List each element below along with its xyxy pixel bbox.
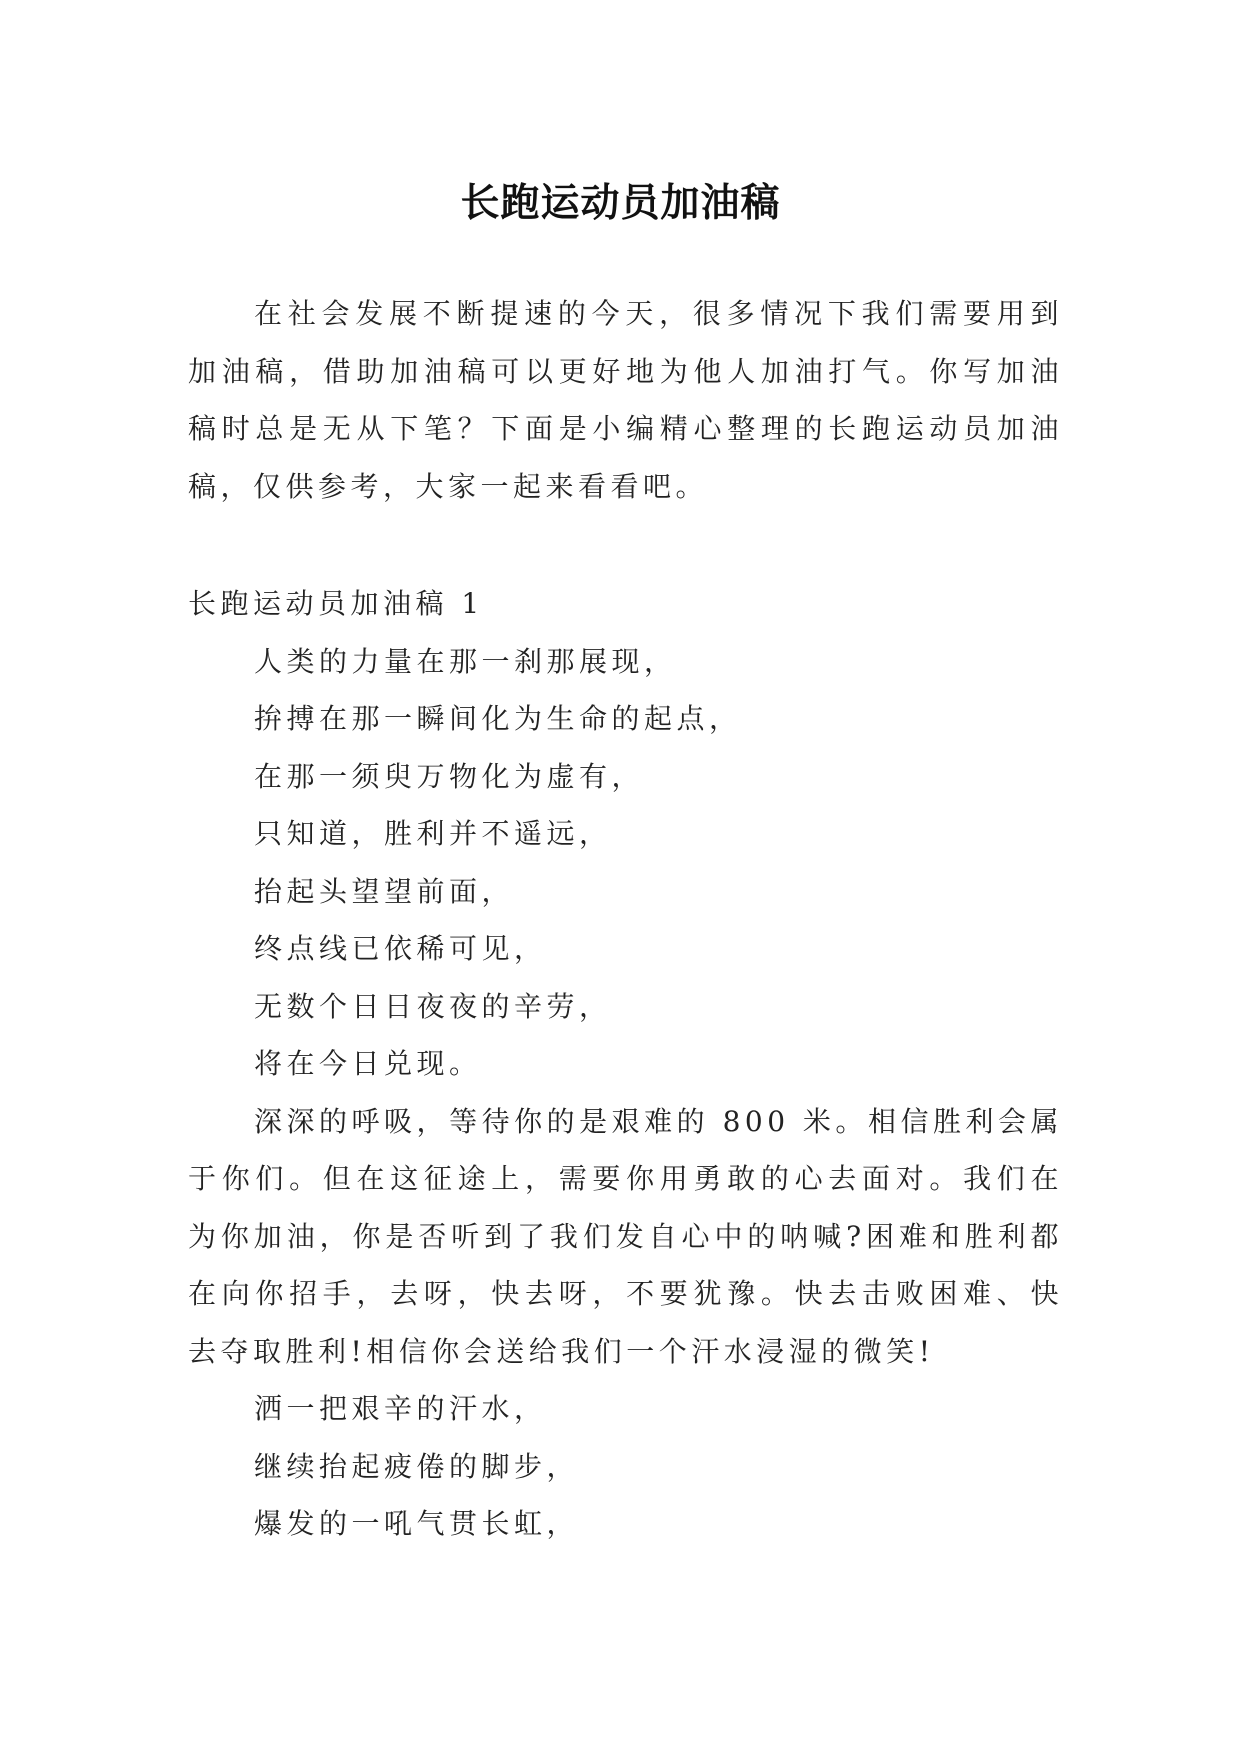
poem-line: 继续抬起疲倦的脚步， <box>254 1449 580 1483</box>
poem-line: 只知道，胜利并不遥远， <box>254 817 612 850</box>
poem-line: 爆发的一吼气贯长虹， <box>254 1507 580 1540</box>
poem-line: 将在今日兑现。 <box>254 1047 482 1080</box>
section-1 <box>188 575 1063 1553</box>
poem-line: 抬起头望望前面， <box>254 874 515 908</box>
intro-paragraph: 在社会发展不断提速的今天，很多情况下我们需要用到加油稿，借助加油稿可以更好地为他人加油打气。你写加油稿时总是无从下笔？下面是小编精心整理的长跑运动员加油稿，仅供参考，大家一起来看看吧。 <box>188 297 1063 503</box>
section-heading: 长跑运动员加油稿 1 <box>188 587 484 620</box>
poem-line: 无数个日日夜夜的辛劳， <box>254 989 612 1023</box>
poem-line: 洒一把艰辛的汗水， <box>254 1392 547 1425</box>
poem-line: 拚搏在那一瞬间化为生命的起点， <box>254 702 742 735</box>
intro-block <box>188 285 1063 515</box>
poem-line: 在那一须臾万物化为虚有， <box>254 759 645 793</box>
body-paragraph: 深深的呼吸，等待你的是艰难的 800 米。相信胜利会属于你们。但在这征途上，需要你用勇敢的心去面对。我们在为你加油，你是否听到了我们发自心中的呐喊?困难和胜利都在向你招手，去呀，快去呀，不要犹豫。快去击败困难、快去夺取胜利!相信你会送给我们一个汗水浸湿的微笑! <box>188 1104 1063 1368</box>
poem-line: 终点线已依稀可见， <box>254 932 547 965</box>
poem-line: 人类的力量在那一刹那展现， <box>254 644 677 678</box>
document-title: 长跑运动员加油稿 <box>460 180 781 227</box>
